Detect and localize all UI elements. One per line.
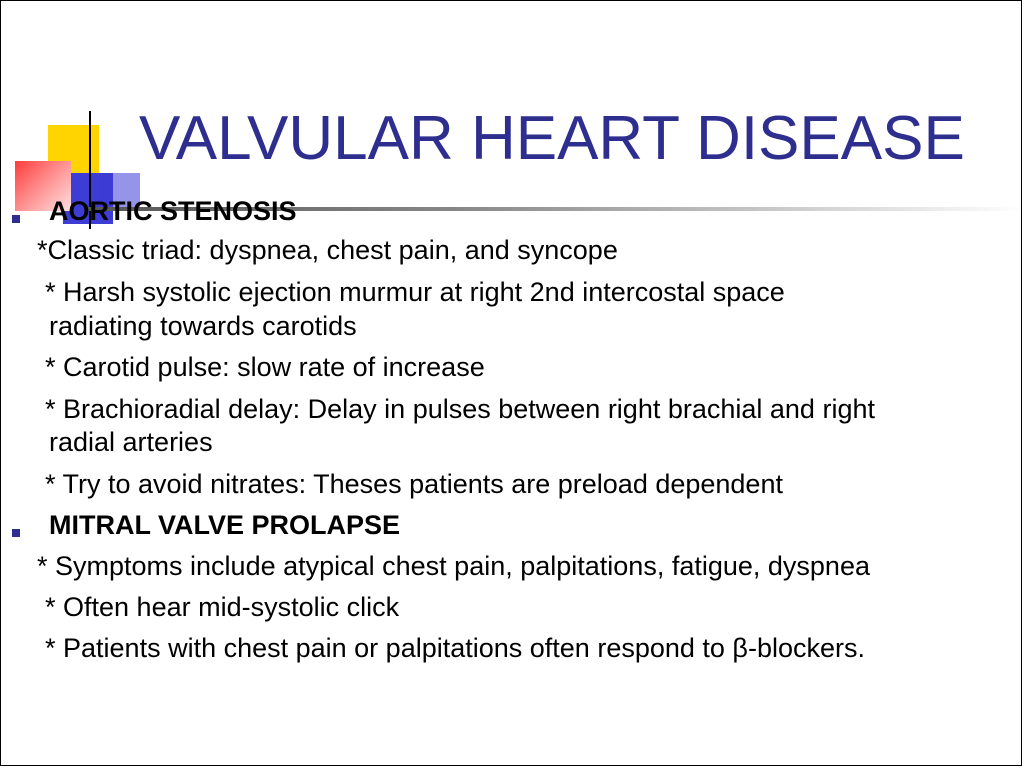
list-item: * Symptoms include atypical chest pain, palpitations, fatigue, dyspnea: [37, 551, 870, 581]
list-item: * Patients with chest pain or palpitations often respond to β-blockers.: [45, 633, 865, 663]
section-heading-mitral-valve-prolapse: MITRAL VALVE PROLAPSE: [49, 510, 401, 540]
list-item: * Harsh systolic ejection murmur at right 2nd intercostal space: [45, 277, 785, 307]
list-item: * Brachioradial delay: Delay in pulses between right brachial and right: [45, 394, 875, 424]
bullet-square-icon: [12, 529, 20, 537]
list-item: *Classic triad: dyspnea, chest pain, and syncope: [37, 235, 618, 265]
section-heading-aortic-stenosis: AORTIC STENOSIS: [49, 196, 297, 226]
list-item-continuation: radial arteries: [49, 427, 213, 457]
bullet-square-icon: [12, 215, 20, 223]
list-item: * Often hear mid-systolic click: [45, 592, 400, 622]
list-item: * Try to avoid nitrates: Theses patients are preload dependent: [45, 469, 783, 499]
list-item-continuation: radiating towards carotids: [49, 311, 357, 341]
slide-title: VALVULAR HEART DISEASE: [139, 104, 965, 173]
list-item: * Carotid pulse: slow rate of increase: [45, 352, 485, 382]
